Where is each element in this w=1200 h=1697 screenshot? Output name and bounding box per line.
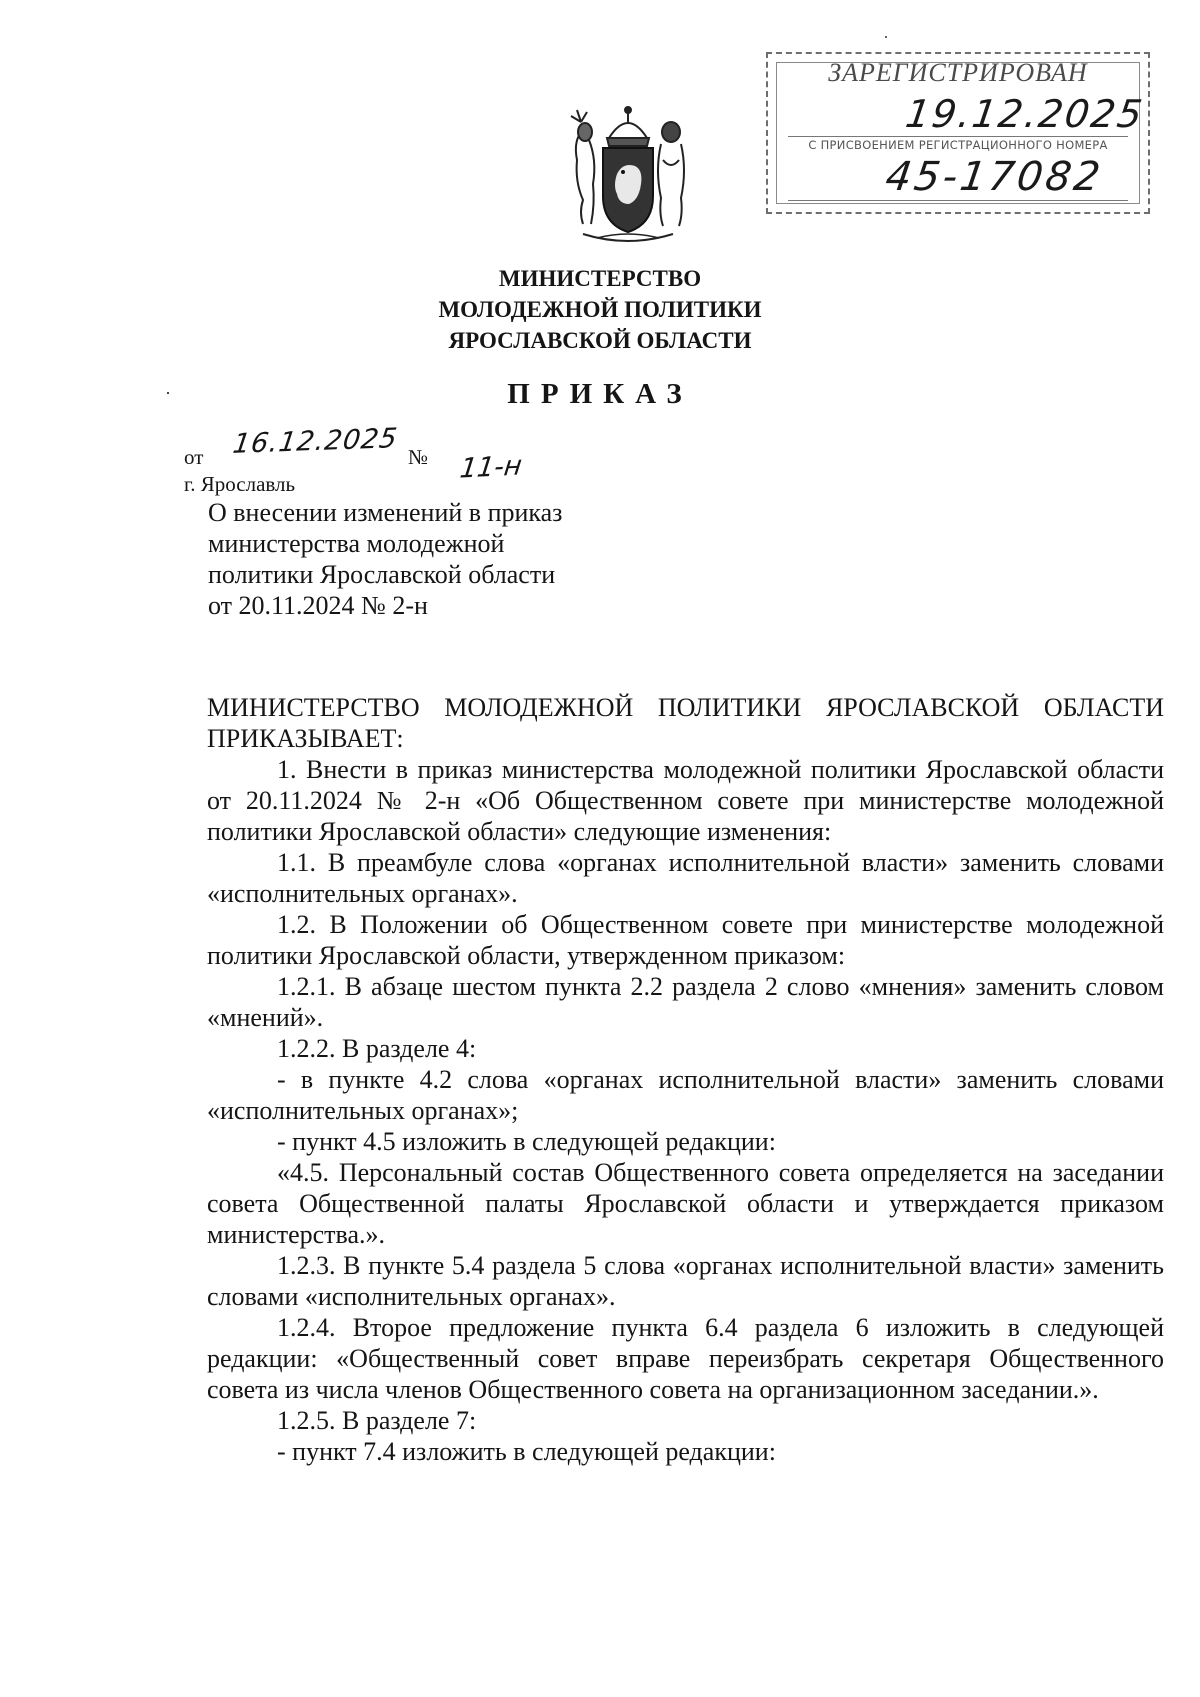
body-paragraph-preamble: МИНИСТЕРСТВО МОЛОДЕЖНОЙ ПОЛИТИКИ ЯРОСЛАВСКОЙ ОБЛАСТИ ПРИКАЗЫВАЕТ: <box>207 693 1164 753</box>
subject-line: О внесении изменений в приказ <box>208 498 563 527</box>
registration-stamp <box>766 52 1150 214</box>
scan-speck <box>167 392 169 394</box>
stamp-date: 19.12.2025 <box>902 92 1147 136</box>
body-paragraph: - пункт 7.4 изложить в следующей редакции: <box>277 1437 776 1466</box>
body-paragraph: 1.1. В преамбуле слова «органах исполнительной власти» заменить словами «исполнительных органах». <box>207 848 1164 908</box>
body-paragraph: «4.5. Персональный состав Общественного совета определяется на заседании совета Общественной палаты Ярославской области и утверждается приказом министерства.». <box>207 1158 1164 1249</box>
scan-speck <box>885 36 887 38</box>
subject-line: от 20.11.2024 № 2-н <box>208 591 428 620</box>
stamp-caption: С ПРИСВОЕНИЕМ РЕГИСТРАЦИОННОГО НОМЕРА <box>808 138 1108 152</box>
header-line: МИНИСТЕРСТВО <box>498 266 702 291</box>
document-type-title: ПРИКАЗ <box>507 378 693 410</box>
city-label: г. Ярославль <box>184 472 296 496</box>
document-body <box>207 692 1164 1467</box>
header-line: МОЛОДЕЖНОЙ ПОЛИТИКИ <box>438 297 762 322</box>
handwritten-date: 16.12.2025 <box>230 423 400 460</box>
stamp-number-line <box>788 200 1128 201</box>
document-subject <box>208 497 562 621</box>
stamp-registration-number: 45-17082 <box>882 154 1106 200</box>
body-paragraph: 1.2.5. В разделе 7: <box>277 1406 477 1435</box>
subject-line: политики Ярославской области <box>208 560 556 589</box>
subject-line: министерства молодежной <box>208 529 505 558</box>
ministry-header <box>300 263 900 356</box>
body-paragraph: 1.2.1. В абзаце шестом пункта 2.2 раздела 2 слово «мнения» заменить словом «мнений». <box>207 972 1164 1032</box>
body-paragraph: 1.2.3. В пункте 5.4 раздела 5 слова «органах исполнительной власти» заменить словами «исполнительных органах». <box>207 1251 1164 1311</box>
number-label: № <box>408 445 429 469</box>
body-paragraph: 1. Внести в приказ министерства молодежной политики Ярославской области от 20.11.2024 № 2-н «Об Общественном совете при министерстве молодежной политики Ярославской области» следующие изменения: <box>207 755 1164 846</box>
yaroslavl-coat-of-arms-icon <box>553 100 703 250</box>
body-paragraph: - пункт 4.5 изложить в следующей редакции: <box>277 1127 776 1156</box>
header-line: ЯРОСЛАВСКОЙ ОБЛАСТИ <box>448 328 752 353</box>
date-label: от <box>184 445 204 469</box>
stamp-date-line <box>788 136 1128 137</box>
body-paragraph: 1.2.4. Второе предложение пункта 6.4 раздела 6 изложить в следующей редакции: «Общественный совет вправе переизбрать секретаря Общественного совета из числа членов Общественного совета на организационном заседании.». <box>207 1313 1164 1404</box>
stamp-title: ЗАРЕГИСТРИРОВАН <box>828 58 1088 87</box>
body-paragraph: 1.2. В Положении об Общественном совете при министерстве молодежной политики Ярославской области, утвержденном приказом: <box>207 910 1164 970</box>
body-paragraph: 1.2.2. В разделе 4: <box>277 1034 477 1063</box>
handwritten-number: 11-н <box>458 450 524 485</box>
body-paragraph: - в пункте 4.2 слова «органах исполнительной власти» заменить словами «исполнительных органах»; <box>207 1065 1164 1125</box>
